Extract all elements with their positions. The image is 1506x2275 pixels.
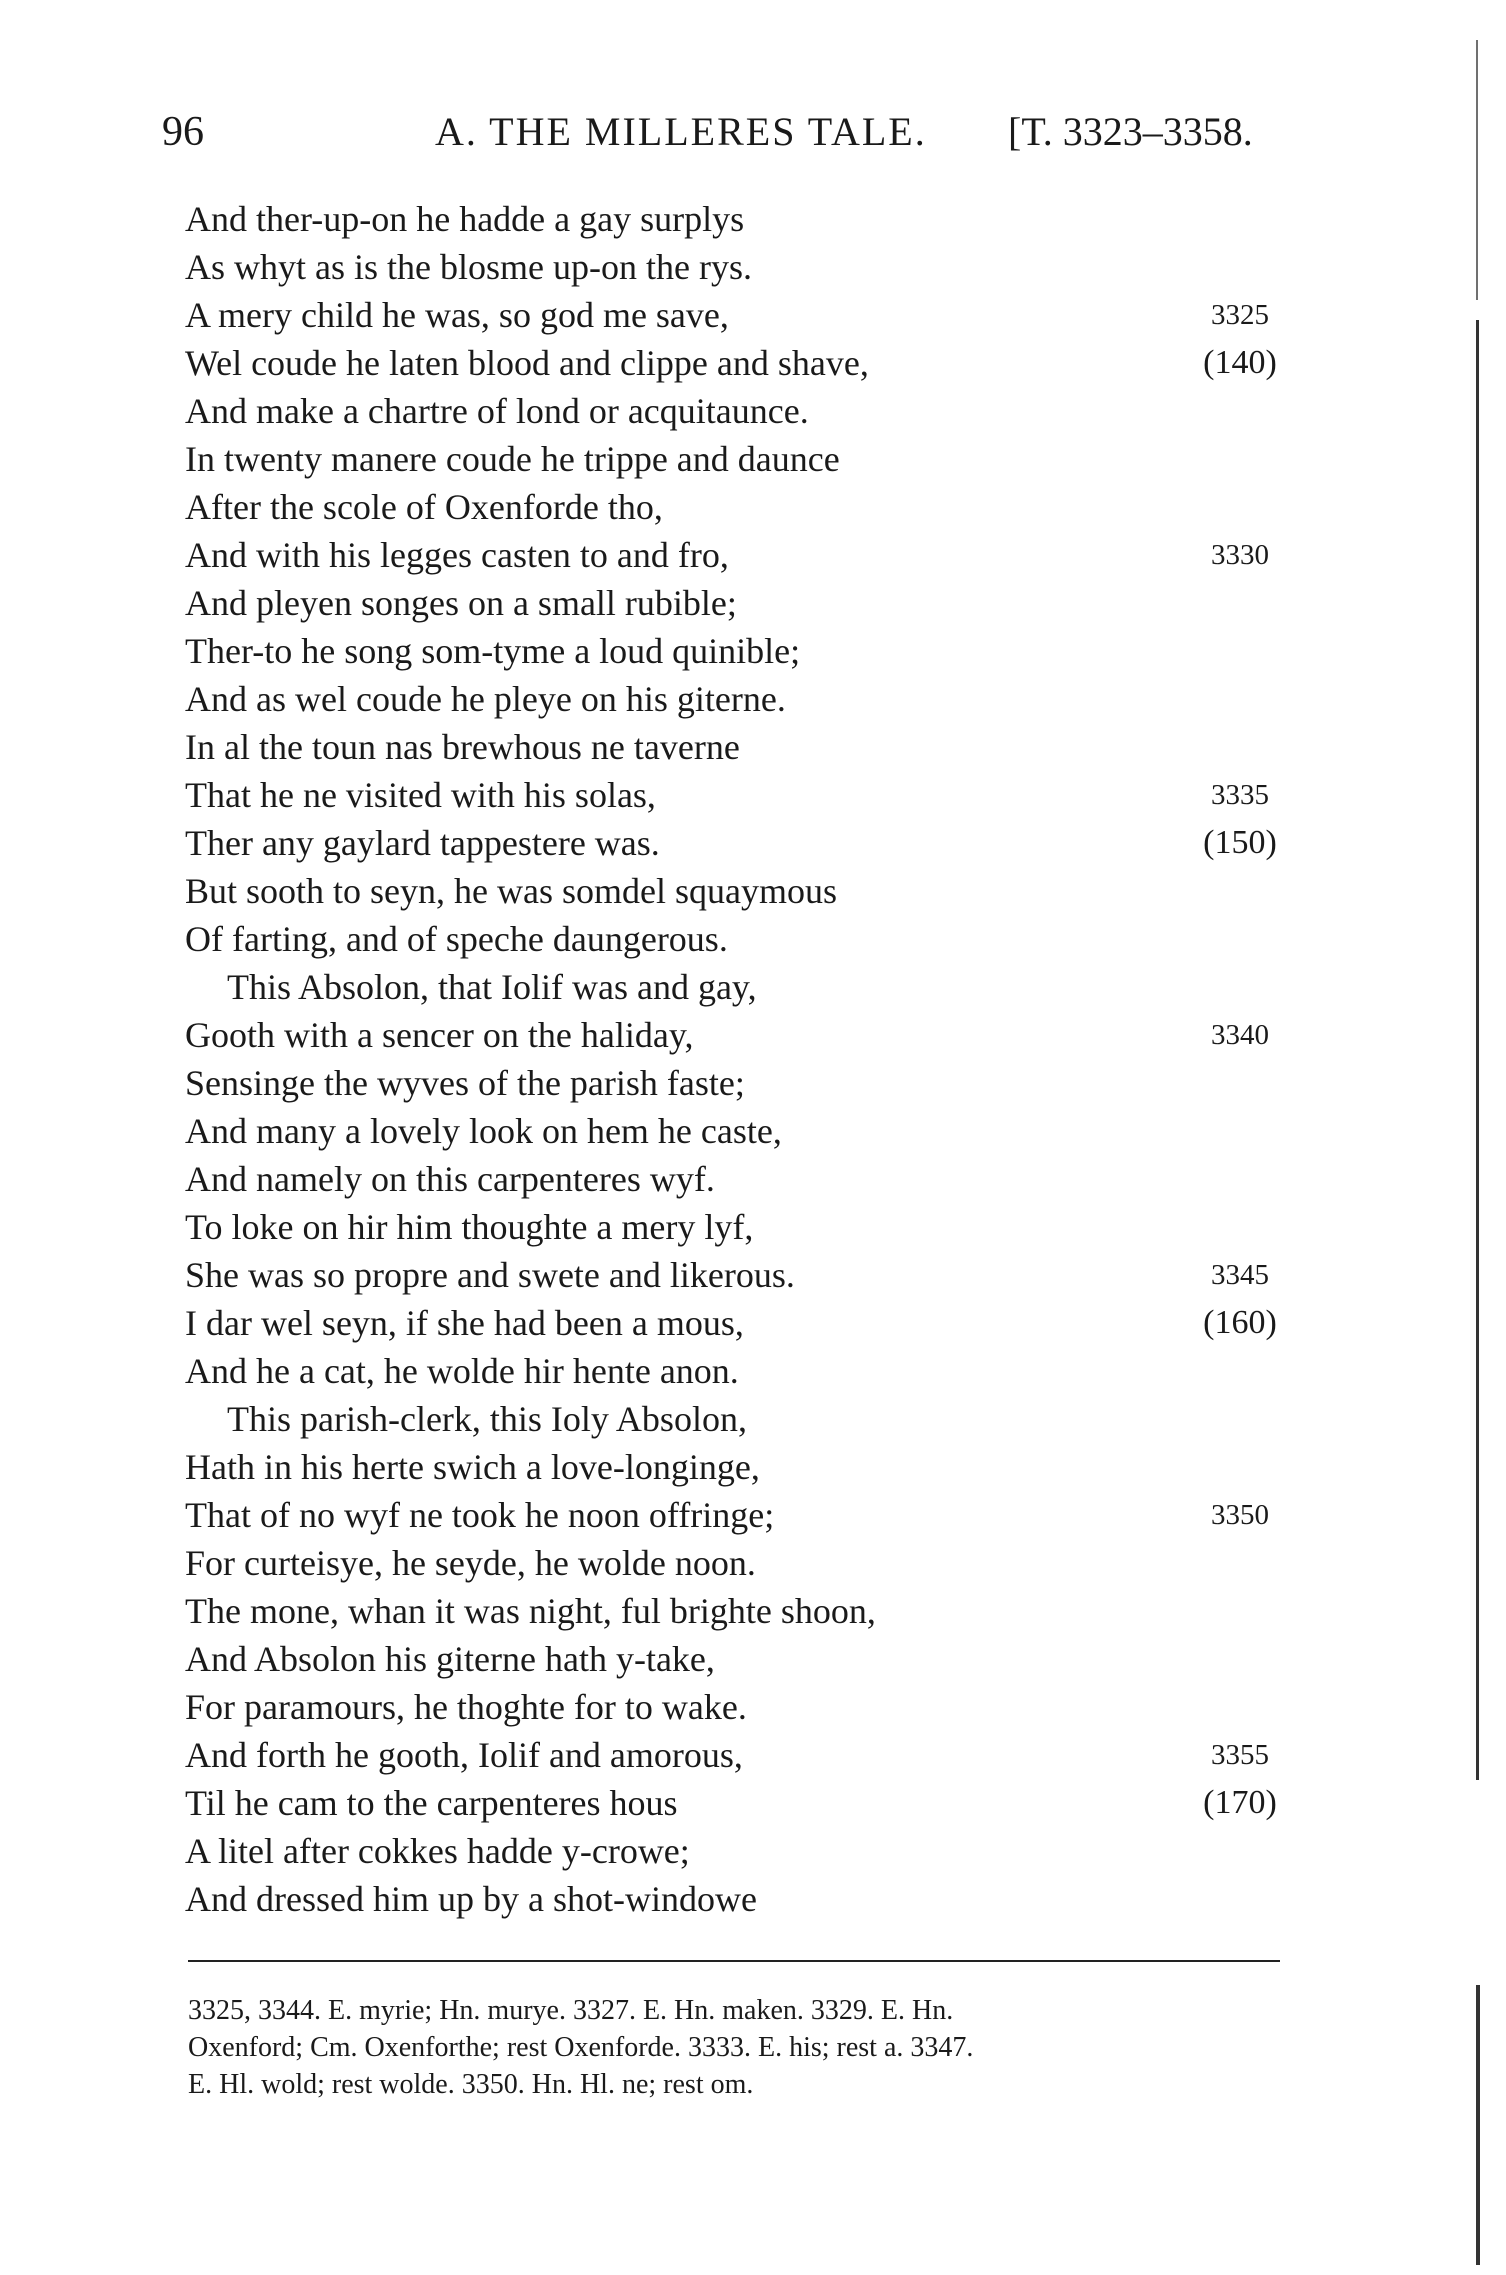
verse-line (185, 1875, 1295, 1923)
verse-text: Of farting, and of speche daungerous. (185, 919, 728, 959)
verse-text: In al the toun nas brewhous ne taverne (185, 727, 740, 767)
footnote-line: E. Hl. wold; rest wolde. 3350. Hn. Hl. ne; rest om. (188, 2069, 754, 2100)
verse-line (185, 1155, 1295, 1203)
verse-text: In twenty manere coude he trippe and daunce (185, 439, 840, 479)
verse-line (185, 1443, 1295, 1491)
line-number: 3355 (1211, 1739, 1269, 1771)
scan-edge-shadow (1476, 320, 1479, 1780)
footnotes (188, 1992, 1288, 2103)
verse-line (185, 1347, 1295, 1395)
verse-line (185, 1059, 1295, 1107)
verse-text: And many a lovely look on hem he caste, (185, 1111, 782, 1151)
poem-text (185, 195, 1295, 1923)
verse-line (185, 723, 1295, 771)
verse-text: And namely on this carpenteres wyf. (185, 1159, 715, 1199)
verse-text: And forth he gooth, Iolif and amorous, (185, 1735, 743, 1775)
line-number: 3340 (1211, 1019, 1269, 1051)
verse-line (185, 675, 1295, 723)
verse-text: The mone, whan it was night, ful brighte shoon, (185, 1591, 876, 1631)
verse-text: This parish-clerk, this Ioly Absolon, (227, 1399, 747, 1439)
verse-line (185, 1203, 1295, 1251)
verse-line (185, 195, 1295, 243)
scan-edge-shadow (1476, 40, 1478, 300)
verse-text: And ther-up-on he hadde a gay surplys (185, 199, 745, 239)
verse-text: As whyt as is the blosme up-on the rys. (185, 247, 752, 287)
verse-line (185, 771, 1295, 819)
verse-line (185, 387, 1295, 435)
verse-text: But sooth to seyn, he was somdel squaymous (185, 871, 837, 911)
verse-text: And Absolon his giterne hath y-take, (185, 1639, 715, 1679)
verse-line (185, 867, 1295, 915)
verse-line (185, 1683, 1295, 1731)
page-number: 96 (162, 109, 204, 155)
verse-text: For curteisye, he seyde, he wolde noon. (185, 1543, 756, 1583)
page-header (0, 108, 1506, 168)
verse-line (185, 1491, 1295, 1539)
verse-line (185, 1395, 1295, 1443)
verse-text: And he a cat, he wolde hir hente anon. (185, 1351, 739, 1391)
verse-text: And pleyen songes on a small rubible; (185, 583, 737, 623)
verse-line (185, 627, 1295, 675)
line-range: [T. 3323–3358. (1008, 109, 1253, 154)
verse-text: And as wel coude he pleye on his giterne. (185, 679, 786, 719)
verse-line (185, 819, 1295, 867)
footnote-divider (188, 1960, 1280, 1962)
verse-text: Til he cam to the carpenteres hous (185, 1783, 678, 1823)
verse-line (185, 291, 1295, 339)
verse-text: After the scole of Oxenforde tho, (185, 487, 663, 527)
verse-line (185, 1635, 1295, 1683)
verse-line (185, 339, 1295, 387)
line-number: (160) (1203, 1304, 1277, 1341)
footnote-line: 3325, 3344. E. myrie; Hn. murye. 3327. E. Hn. maken. 3329. E. Hn. (188, 1995, 954, 2026)
verse-line (185, 1731, 1295, 1779)
verse-text: Wel coude he laten blood and clippe and shave, (185, 343, 869, 383)
verse-line (185, 915, 1295, 963)
verse-line (185, 1827, 1295, 1875)
verse-line (185, 243, 1295, 291)
line-number: (150) (1203, 824, 1277, 861)
line-number: (170) (1203, 1784, 1277, 1821)
verse-text: And with his legges casten to and fro, (185, 535, 729, 575)
verse-line (185, 963, 1295, 1011)
verse-text: I dar wel seyn, if she had been a mous, (185, 1303, 744, 1343)
verse-line (185, 1299, 1295, 1347)
scan-edge-shadow (1476, 1985, 1480, 2265)
verse-text: That of no wyf ne took he noon offringe; (185, 1495, 775, 1535)
verse-text: Gooth with a sencer on the haliday, (185, 1015, 694, 1055)
verse-text: For paramours, he thoghte for to wake. (185, 1687, 747, 1727)
verse-text: A litel after cokkes hadde y-crowe; (185, 1831, 690, 1871)
verse-line (185, 1779, 1295, 1827)
verse-text: To loke on hir him thoughte a mery lyf, (185, 1207, 754, 1247)
verse-line (185, 579, 1295, 627)
verse-line (185, 1539, 1295, 1587)
line-number: (140) (1203, 344, 1277, 381)
verse-text: And make a chartre of lond or acquitaunce. (185, 391, 809, 431)
verse-text: Ther any gaylard tappestere was. (185, 823, 660, 863)
verse-text: A mery child he was, so god me save, (185, 295, 729, 335)
line-number: 3330 (1211, 539, 1269, 571)
footnote-line: Oxenford; Cm. Oxenforthe; rest Oxenforde. 3333. E. his; rest a. 3347. (188, 2032, 974, 2063)
verse-text: Hath in his herte swich a love-longinge, (185, 1447, 760, 1487)
line-number: 3335 (1211, 779, 1269, 811)
verse-text: Ther-to he song som-tyme a loud quinible; (185, 631, 801, 671)
verse-text: That he ne visited with his solas, (185, 775, 656, 815)
verse-text: This Absolon, that Iolif was and gay, (227, 967, 757, 1007)
verse-line (185, 1107, 1295, 1155)
verse-line (185, 1251, 1295, 1299)
verse-line (185, 1587, 1295, 1635)
running-title: A. THE MILLERES TALE. (435, 109, 927, 154)
verse-text: Sensinge the wyves of the parish faste; (185, 1063, 745, 1103)
verse-line (185, 483, 1295, 531)
verse-text: She was so propre and swete and likerous. (185, 1255, 795, 1295)
verse-line (185, 435, 1295, 483)
verse-line (185, 1011, 1295, 1059)
verse-text: And dressed him up by a shot-windowe (185, 1879, 757, 1919)
line-number: 3325 (1211, 299, 1269, 331)
line-number: 3350 (1211, 1499, 1269, 1531)
verse-line (185, 531, 1295, 579)
line-number: 3345 (1211, 1259, 1269, 1291)
